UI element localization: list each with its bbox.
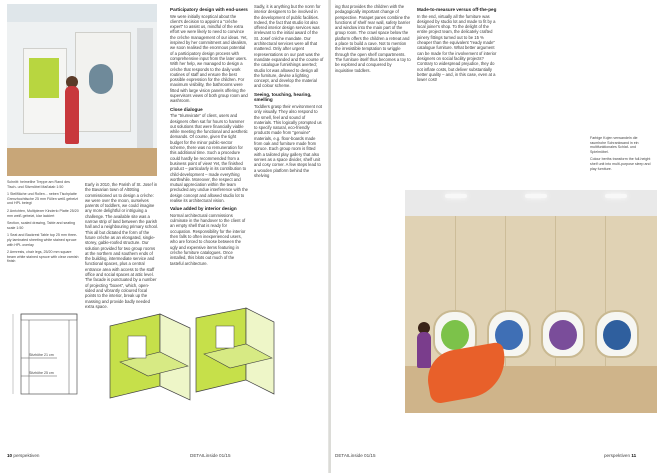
photo-green-niche — [29, 58, 59, 98]
drawing-label-top: Sitzhöhe 21 cm — [29, 353, 54, 357]
photo-door — [137, 28, 153, 148]
photo-crawl-hole — [89, 64, 113, 94]
caption-5: 1 Seat and Backrest Table top 25 mm three-ply laminated sheeting white stained spruce with HPL overlay — [7, 233, 78, 247]
pod-interior — [549, 320, 577, 350]
ceiling-light — [605, 194, 627, 198]
body-paragraph: Toddlers grasp their environment not only visually. They also respond to the smell, feel and sound of materials. This logically prompted us to specify natural, eco-friendly products made from "genuine" materials, e.g. floor-boards made from oak and furniture made from spruce. Each group room is fitted with a tailored play gallery that also serves as a space divider, shelf unit and cosy corner. A few steps lead to a wooden platform behind the shelving — [254, 103, 322, 178]
caption-2: 1 Stellfläche und Rollen... neben Tischplatte Grenzhochtische 25 mm Füllen weiß gebeizt und HPL beiegt — [7, 192, 78, 206]
caption-4: Section, scaled drawing, Table and seating scale 1:50 — [7, 221, 76, 230]
left-column-3 — [254, 4, 324, 180]
left-column-1 — [85, 182, 159, 311]
footer-right-magazine: DETAILinside 01/15 — [335, 453, 376, 458]
heading-participatory-design: Participatory design with end-users — [170, 7, 248, 12]
photo-play-wall — [405, 190, 657, 413]
photo-crèche-entrance — [7, 4, 157, 176]
body-paragraph: The "triumvirate" of client, users and designers often sat for hours to hammer out solutions that were financially viable while meeting the functional and aesthetic demands. Of course, given the tight budget for the minor public-sector scheme, there was no remuneration for this additional time. Such a procedure could hardly be recommended from a business point of view! Yet, the finished product – particularly in its contribution to child-development – made everything worthwhile. Moreover, the respect and mutual appreciation within the team precluded any undue interference with the design concept and allowed studio lot to realise its architectural vision. — [170, 113, 248, 203]
chair-cutout — [128, 336, 146, 358]
heading-senses: Seeing, touching, hearing, smelling — [254, 91, 312, 103]
section-label: perspektiven — [13, 453, 40, 458]
body-paragraph: Sadly, it is anything but the norm for interior designers to be involved in the development of public facilities. Indeed, the fact that studio lot also offered interior design services was irrelevant to the initial award of the St. Josef crèche mandate. Our architectural services were all that mattered. Only after urgent representations on our part was the mandate expanded and the course of the catalogue furnishings averted; studio lot was allowed to design all the furniture, devise a lighting concept, and develop the material and colour scheme. — [254, 4, 324, 89]
right-column-1 — [335, 4, 411, 75]
chair-1 — [110, 314, 190, 400]
play-pod-purple — [541, 310, 585, 358]
section-drawing — [7, 298, 97, 416]
photo-child — [65, 86, 79, 144]
caption-en: Colour berths transform the full-height shelf unit into multi-purpose sleep and play furniture. — [590, 157, 651, 171]
footer-right — [604, 453, 636, 458]
body-paragraph: Normal architectural commissions culminate in the handover to the client of an empty shell that is ready for occupation. Responsibility for the interior then falls to often inexperienced users, who are forced to choose between the ugly and expensive items featuring in crèche furniture catalogues. Once installed, this blots out much of the tasteful architecture. — [170, 212, 246, 266]
chair-2 — [196, 308, 274, 394]
play-pod-blue-2 — [595, 310, 639, 358]
heading-made-to-measure: Made-to-measure versus off-the-peg — [417, 7, 497, 12]
left-column-2 — [170, 4, 248, 268]
pod-interior — [441, 320, 469, 350]
isometric-chair-drawing — [100, 296, 280, 426]
section-label: perspektiven — [604, 453, 631, 458]
body-paragraph: ing that provides the children with the pedagogically important change of perspective. Parapet panes combine the functions of shelf rear wall, safety barrier and window into the main part of the group room. The crawl space below the platform offers the children a retreat and a place to build a cave. Not to mention the irresistible temptation to wriggle through the open shelf compartments. The furniture itself thus becomes a toy to be explored and conquered by inquisitive toddlers. — [335, 4, 411, 73]
child — [417, 332, 431, 368]
pod-interior — [603, 320, 631, 350]
photo-ceiling — [7, 4, 157, 22]
drawing-label-bottom: Sitzhöhe 25 cm — [29, 371, 54, 375]
chair-cutout — [216, 326, 234, 348]
ceiling-light — [525, 194, 547, 198]
caption-1: Schnitt: heimelihe Treppe am Rand des Tisch- und Sitzmöbel Maßstab 1:50 — [7, 180, 70, 189]
caption-de: Farbige Kojen verwandeln die raumhohe Schrankwand in ein multifunktionales Schlaf- und Spielmöbel. — [590, 136, 639, 154]
ceiling-light — [445, 194, 467, 198]
caption-6: 2 Armrests, chair legs, 25/20 mm square beam white stained spruce with clear varnish finish — [7, 250, 79, 264]
right-column-2 — [417, 4, 497, 84]
body-paragraph: Early in 2010, the Parish of St. Josef in the Bavarian town of Altötting commissioned us to design a crèche: we were over the moon, ourselves parents of toddlers, we could imagine any more delightful or intriguing a challenge. The available site was a narrow strip of land between the parish hall and a neighbouring primary school. This all but dictated the form of the future crèche as an elongated, single-storey, gable-roofed structure. Our solution provided for two group rooms at the northern and southern ends of the building, intermediate service and functional spaces, plus a central entrance area with access to the staff office and social spaces at attic level. The facade is punctuated by a number of projecting "boxes", which, open-sided and vibrantly coloured focal points to the interior, break up the massing and provide badly needed extra space. — [85, 182, 159, 309]
drawing-tabletop — [21, 314, 77, 320]
body-paragraph: In the end, virtually all the furniture was designed by studio lot and made to fit by a local joiner's shop. To the delight of the entire project team, the delicately crafted joinery fittings turned out to be 15 % cheaper than the equivalent "ready made" catalogue furniture. What better argument can be made for the involvement of interior designers on social facility projects? Contrary to widespread prejudice, they do not inflate costs, but deliver substantially better quality – and, in this case, even at a lower cost! — [417, 13, 497, 83]
body-paragraph: We were initially sceptical about the client's decision to appoint a "crèche expert" to assist us, mindful of the extra effort we were likely to need to convince the crèche management of our ideas. Yet, inspired by her commitment and idealism, we soon realised the enormous potential of a participatory design process with comprehensive input from the later users. With her help, we managed to design a crèche that responds to the daily work routines of staff and ensure the best possible expression for the children. For maximum visibility, the bathrooms were fitted with large vision panels offering the supervisors views of both group room and washroom. — [170, 13, 248, 104]
page-number: 11 — [631, 453, 637, 458]
right-captions — [590, 136, 654, 174]
footer-left — [7, 453, 39, 458]
heading-value-added: Value added by interior design — [170, 206, 237, 212]
caption-3: 2 Anrichten, Multiplexer Kinderlo Platte 25/20 mm weiß gebeizt, klar lackiert — [7, 208, 79, 218]
page-number: 10 — [7, 453, 13, 458]
footer-left-magazine: DETAILinside 01/15 — [190, 453, 231, 458]
left-page — [0, 0, 330, 473]
left-captions — [7, 180, 79, 267]
photo-floor — [7, 148, 157, 176]
heading-close-dialogue: Close dialogue — [170, 106, 203, 112]
